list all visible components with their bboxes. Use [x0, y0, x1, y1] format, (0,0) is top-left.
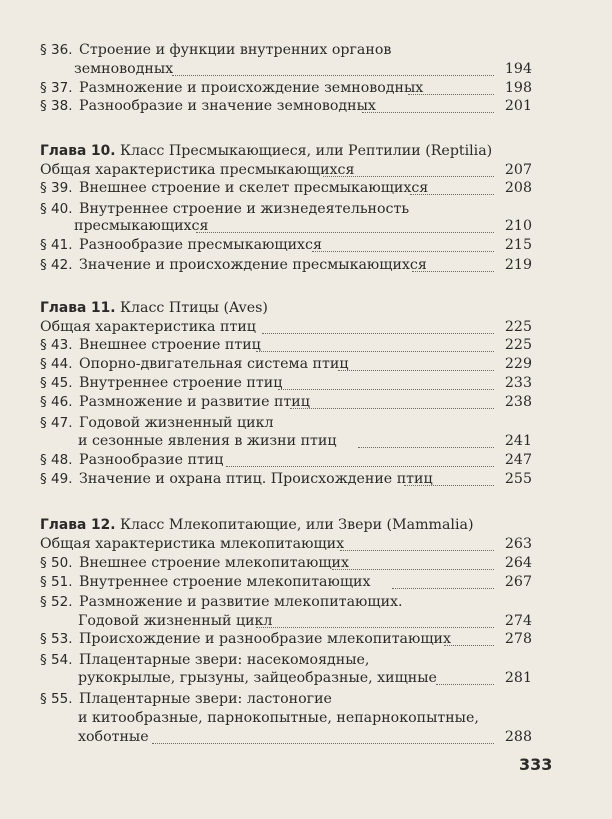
toc-entry-55-line1 [0, 689, 612, 709]
toc-entry-ch10-intro[interactable] [0, 160, 612, 180]
toc-entry-41[interactable] [0, 235, 612, 255]
dot-leader [332, 567, 494, 570]
toc-entry-ch12-intro[interactable] [0, 534, 612, 554]
page-ref: 278 [504, 631, 532, 647]
section-number: § 39. [40, 180, 73, 196]
section-title: Разнообразие пресмыкающихся [79, 237, 322, 253]
section-number: § 41. [40, 237, 73, 253]
toc-entry-47-line1 [0, 413, 612, 433]
page-ref: 208 [504, 180, 532, 196]
chapter-title: Класс Пресмыкающиеся, или Рептилии (Reptilia) [120, 143, 493, 159]
section-number: § 46. [40, 394, 73, 410]
page-ref: 274 [504, 613, 532, 629]
page-ref: 281 [504, 670, 532, 686]
dot-leader [404, 483, 494, 486]
section-number: § 55. [40, 691, 73, 707]
dot-leader [152, 741, 494, 744]
section-title: Плацентарные звери: насекомоядные, [79, 652, 370, 668]
section-number: § 49. [40, 471, 73, 487]
section-title: Происхождение и разнообразие млекопитающих [79, 631, 452, 647]
section-number: § 40. [40, 201, 73, 217]
section-title: Общая характеристика млекопитающих [40, 536, 345, 552]
section-number: § 47. [40, 415, 73, 431]
section-title: Значение и охрана птиц. Происхождение птиц [79, 471, 433, 487]
toc-entry-48[interactable] [0, 450, 612, 470]
dot-leader [290, 406, 494, 409]
section-number: § 38. [40, 98, 73, 114]
section-title: Размножение и развитие птиц [79, 394, 310, 410]
toc-entry-55-line3[interactable] [0, 727, 612, 747]
toc-entry-54-line2[interactable] [0, 668, 612, 688]
toc-entry-46[interactable] [0, 392, 612, 412]
section-number: § 43. [40, 337, 73, 353]
section-number: § 54. [40, 652, 73, 668]
page-ref: 210 [504, 218, 532, 234]
dot-leader [256, 349, 494, 352]
toc-entry-36-line2[interactable] [0, 59, 612, 79]
chapter-11-heading[interactable] [0, 298, 612, 318]
toc-entry-44[interactable] [0, 354, 612, 374]
dot-leader [262, 331, 494, 334]
section-title: Внешнее строение млекопитающих [79, 555, 349, 571]
section-title-cont: Годовой жизненный цикл [78, 613, 273, 629]
dot-leader [256, 625, 494, 628]
chapter-label: Глава 12. [40, 517, 116, 533]
page-ref: 267 [504, 574, 532, 590]
page-number: 333 [519, 755, 553, 774]
section-title: Внешнее строение и скелет пресмыкающихся [79, 180, 429, 196]
section-number: § 50. [40, 555, 73, 571]
dot-leader [312, 249, 494, 252]
chapter-title: Класс Птицы (Aves) [120, 300, 268, 316]
page-ref: 198 [504, 80, 532, 96]
dot-leader [172, 73, 494, 76]
dot-leader [410, 192, 494, 195]
toc-entry-40-line2[interactable] [0, 216, 612, 236]
dot-leader [358, 445, 494, 448]
page-ref: 255 [504, 471, 532, 487]
section-title-cont: пресмыкающихся [74, 218, 209, 234]
page-ref: 229 [504, 356, 532, 372]
dot-leader [412, 269, 494, 272]
section-number: § 52. [40, 594, 73, 610]
page-ref: 241 [504, 433, 532, 449]
section-title: Внутреннее строение млекопитающих [79, 574, 371, 590]
section-title: Размножение и происхождение земноводных [79, 80, 424, 96]
dot-leader [226, 464, 494, 467]
section-number: § 36. [40, 42, 73, 58]
dot-leader [196, 230, 494, 233]
section-title: Общая характеристика пресмыкающихся [40, 162, 355, 178]
section-title: Внешнее строение птиц [79, 337, 261, 353]
page-ref: 288 [504, 729, 532, 745]
page-ref: 247 [504, 452, 532, 468]
section-title: Строение и функции внутренних органов [79, 42, 392, 58]
dot-leader [340, 548, 494, 551]
toc-entry-50[interactable] [0, 553, 612, 573]
toc-entry-52-line2[interactable] [0, 611, 612, 631]
section-number: § 37. [40, 80, 73, 96]
dot-leader [436, 682, 494, 685]
section-title-cont: хоботные [78, 729, 149, 745]
section-number: § 42. [40, 257, 73, 273]
toc-entry-55-line2 [0, 708, 612, 728]
page-ref: 233 [504, 375, 532, 391]
chapter-label: Глава 10. [40, 143, 116, 159]
section-title-cont: рукокрылые, грызуны, зайцеобразные, хищные [78, 670, 437, 686]
toc-entry-49[interactable] [0, 469, 612, 489]
toc-entry-43[interactable] [0, 335, 612, 355]
section-title: Разнообразие птиц [79, 452, 224, 468]
chapter-10-heading[interactable] [0, 141, 612, 161]
section-title: Плацентарные звери: ластоногие [79, 691, 332, 707]
section-title-cont: и китообразные, парнокопытные, непарнокопытные, [78, 710, 479, 726]
toc-entry-51[interactable] [0, 572, 612, 592]
toc-entry-ch11-intro[interactable] [0, 317, 612, 337]
toc-entry-42[interactable] [0, 255, 612, 275]
section-number: § 51. [40, 574, 73, 590]
page-ref: 225 [504, 337, 532, 353]
dot-leader [408, 92, 494, 95]
section-title: Опорно-двигательная система птиц [79, 356, 349, 372]
section-title: Значение и происхождение пресмыкающихся [79, 257, 427, 273]
toc-entry-53[interactable] [0, 629, 612, 649]
section-title: Годовой жизненный цикл [79, 415, 274, 431]
section-title: Размножение и развитие млекопитающих. [79, 594, 403, 610]
page-ref: 215 [504, 237, 532, 253]
section-title-cont: и сезонные явления в жизни птиц [78, 433, 337, 449]
chapter-label: Глава 11. [40, 300, 116, 316]
toc-entry-45[interactable] [0, 373, 612, 393]
section-title: Разнообразие и значение земноводных [79, 98, 376, 114]
page-ref: 219 [504, 257, 532, 273]
chapter-title: Класс Млекопитающие, или Звери (Mammalia) [120, 517, 474, 533]
page-ref: 194 [504, 61, 532, 77]
page-ref: 238 [504, 394, 532, 410]
section-number: § 44. [40, 356, 73, 372]
section-number: § 53. [40, 631, 73, 647]
toc-entry-38[interactable] [0, 96, 612, 116]
toc-entry-39[interactable] [0, 178, 612, 198]
page-ref: 201 [504, 98, 532, 114]
dot-leader [323, 174, 494, 177]
page-ref: 264 [504, 555, 532, 571]
toc-entry-54-line1 [0, 650, 612, 670]
page-ref: 263 [504, 536, 532, 552]
toc-entry-36-line1 [0, 40, 612, 60]
toc-entry-52-line1 [0, 592, 612, 612]
toc-entry-47-line2[interactable] [0, 431, 612, 451]
section-title: Общая характеристика птиц [40, 319, 256, 335]
page-ref: 225 [504, 319, 532, 335]
dot-leader [338, 368, 494, 371]
toc-entry-37[interactable] [0, 78, 612, 98]
dot-leader [444, 643, 494, 646]
dot-leader [278, 387, 494, 390]
page-ref: 207 [504, 162, 532, 178]
section-number: § 48. [40, 452, 73, 468]
section-title: Внутреннее строение и жизнедеятельность [79, 201, 410, 217]
section-number: § 45. [40, 375, 73, 391]
dot-leader [392, 586, 494, 589]
section-title: Внутреннее строение птиц [79, 375, 283, 391]
dot-leader [362, 110, 494, 113]
section-title-cont: земноводных [74, 61, 174, 77]
chapter-12-heading[interactable] [0, 515, 612, 535]
